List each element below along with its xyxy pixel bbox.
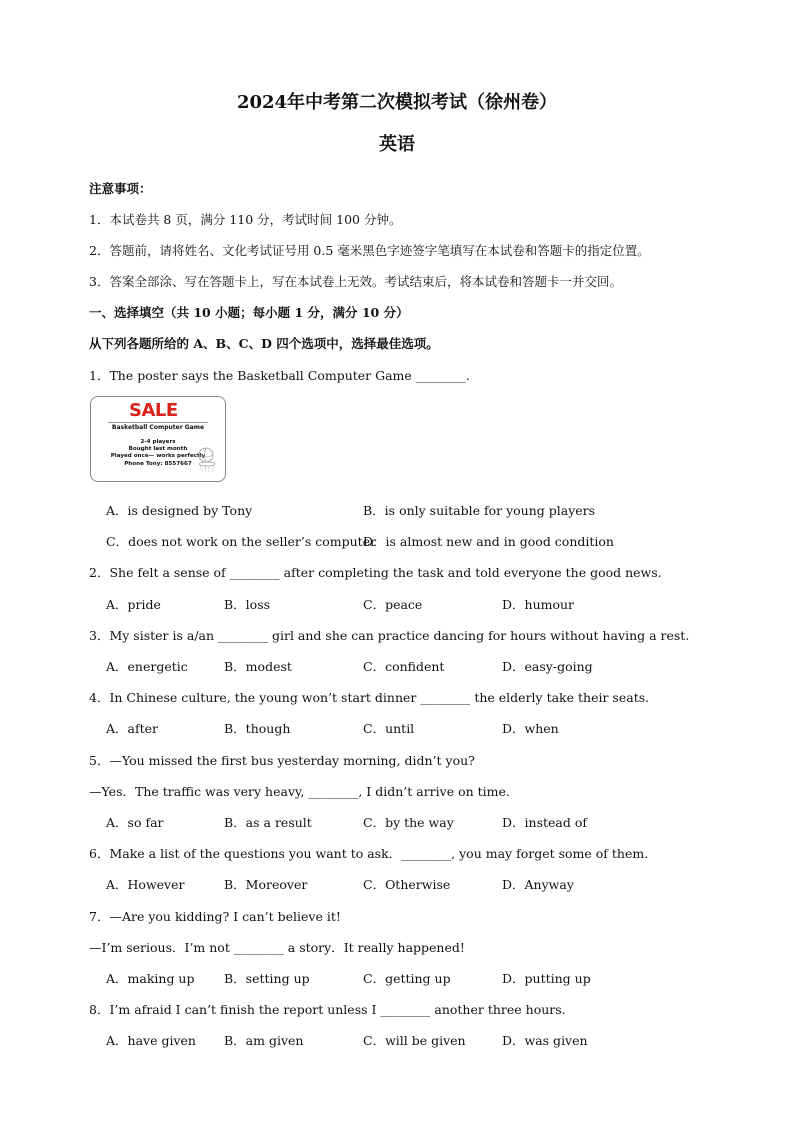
question-stem-line-2: —Yes．The traffic was very heavy, ________, I didn’t arrive on time. [89,784,510,799]
option-c: C．until [363,721,415,736]
option-c: C．Otherwise [363,877,451,892]
option-d: D．when [502,721,559,736]
option-c: C．peace [363,597,423,612]
notice-heading: 注意事项： [89,181,152,196]
option-c: C．by the way [363,815,454,830]
notice-item: 1．本试卷共 8 页，满分 110 分，考试时间 100 分钟。 [89,212,402,227]
question-stem: 4．In Chinese culture, the young won’t start dinner ________ the elderly take their seats. [89,690,650,705]
option-a: A．after [106,721,159,736]
section-instruction: 从下列各题所给的 A、B、C、D 四个选项中，选择最佳选项。 [89,336,439,351]
question-stem: 7．—Are you kidding? I can’t believe it! [89,909,341,924]
option-b: B．is only suitable for young players [363,503,596,518]
basketball-hoop-icon [195,445,219,473]
section-heading: 一、选择填空（共 10 小题；每小题 1 分，满分 10 分） [89,305,409,320]
option-b: B．am given [224,1033,304,1048]
poster-line: Phone Tony: 8557667 [124,460,192,467]
option-a: A．energetic [106,659,188,674]
question-stem-line-2: —I’m serious．I’m not ________ a story．It really happened! [89,940,465,955]
option-d: D．Anyway [502,877,574,892]
option-b: B．as a result [224,815,312,830]
option-b: B．setting up [224,971,310,986]
option-b: B．Moreover [224,877,308,892]
option-d: D．is almost new and in good condition [363,534,614,549]
option-d: D．easy-going [502,659,593,674]
sale-poster-image [90,396,226,482]
question-stem: 5．—You missed the first bus yesterday morning, didn’t you? [89,753,475,768]
exam-title: 2024年中考第二次模拟考试（徐州卷） [236,92,558,113]
poster-divider [108,422,208,423]
option-c: C．confident [363,659,445,674]
poster-line: 2-4 players [140,439,176,445]
subject-title: 英语 [379,134,415,155]
question-stem: 1．The poster says the Basketball Computer Game ________. [89,368,470,383]
option-b: B．loss [224,597,271,612]
question-stem: 2．She felt a sense of ________ after completing the task and told everyone the good news. [89,565,662,580]
notice-item: 3．答案全部涂、写在答题卡上，写在本试卷上无效。考试结束后，将本试卷和答题卡一并交回。 [89,274,622,289]
option-a: A．is designed by Tony [106,503,253,518]
option-c: C．will be given [363,1033,466,1048]
option-d: D．putting up [502,971,591,986]
option-b: B．modest [224,659,292,674]
poster-title: Basketball Computer Game [111,424,205,431]
option-b: B．though [224,721,291,736]
option-c: C．getting up [363,971,451,986]
option-a: A．so far [106,815,164,830]
option-d: D．humour [502,597,575,612]
option-a: A．have given [106,1033,196,1048]
option-c: C．does not work on the seller’s computer [106,534,377,549]
option-d: D．was given [502,1033,588,1048]
option-d: D．instead of [502,815,587,830]
option-a: A．However [106,877,185,892]
poster-line: Played once— works perfectly [110,453,206,460]
question-stem: 8．I’m afraid I can’t finish the report unless I ________ another three hours. [89,1002,566,1017]
question-stem: 6．Make a list of the questions you want to ask．________, you may forget some of them. [89,846,649,861]
question-stem: 3．My sister is a/an ________ girl and she can practice dancing for hours without having a rest. [89,628,690,643]
notice-item: 2．答题前，请将姓名、文化考试证号用 0.5 毫米黑色字迹签字笔填写在本试卷和答题卡的指定位置。 [89,243,650,258]
option-a: A．pride [106,597,161,612]
poster-line: Bought last month [128,446,188,453]
option-a: A．making up [106,971,195,986]
poster-sale-text: SALE [129,400,178,421]
